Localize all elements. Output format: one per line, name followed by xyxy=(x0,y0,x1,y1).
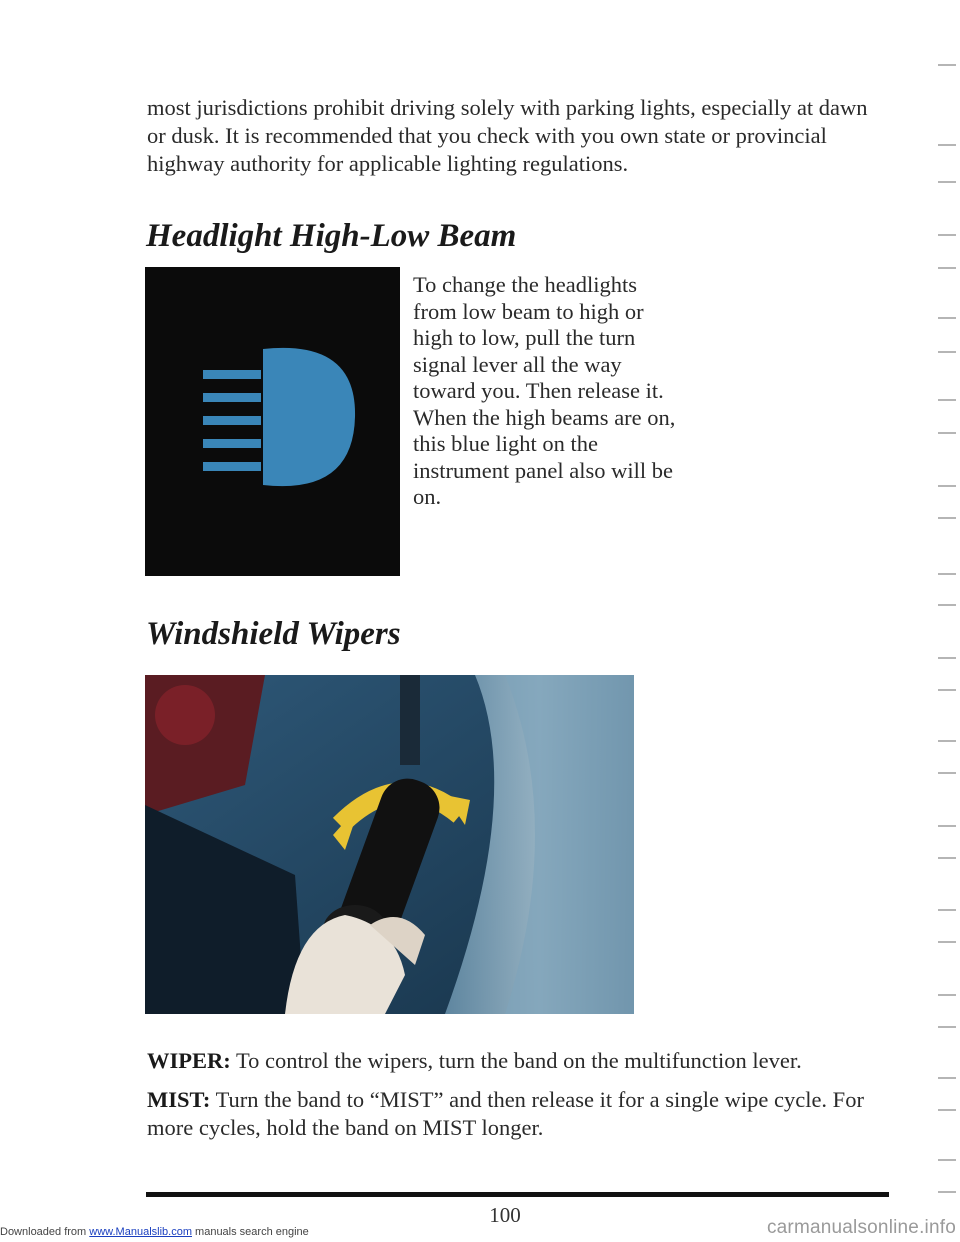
mist-paragraph xyxy=(147,1086,892,1142)
mist-label: MIST: xyxy=(147,1087,211,1112)
footer-prefix: Downloaded from xyxy=(0,1226,90,1238)
high-beam-paragraph: To change the headlights from low beam to high or high to low, pull the turn signal lever all the way toward you. Then release it. When the high beams are on, this blue light on the instrument panel also will be on. xyxy=(413,272,676,509)
intro-paragraph: most jurisdictions prohibit driving solely with parking lights, especially at dawn or dusk. It is recommended that you check with you own state or provincial highway authority for applicable lighting regulations. xyxy=(147,95,868,176)
heading-high-low-beam: Headlight High-Low Beam xyxy=(146,218,517,254)
footer-rule xyxy=(146,1192,889,1197)
page-edge-marks xyxy=(920,0,960,1200)
manualslib-link[interactable]: www.Manualslib.com xyxy=(89,1226,192,1238)
mist-text: Turn the band to “MIST” and then release it for a single wipe cycle. For more cycles, hold the band on MIST longer. xyxy=(147,1087,864,1140)
wiper-text: To control the wipers, turn the band on the multifunction lever. xyxy=(235,1048,802,1073)
download-footer xyxy=(0,1226,309,1238)
footer-suffix: manuals search engine xyxy=(191,1226,309,1238)
wiper-label: WIPER: xyxy=(147,1048,231,1073)
multifunction-lever-photo xyxy=(145,675,634,1014)
heading-windshield-wipers: Windshield Wipers xyxy=(146,616,401,652)
page-number: 100 xyxy=(489,1203,521,1227)
watermark: carmanualsonline.info xyxy=(766,1217,956,1238)
high-beam-indicator-icon xyxy=(145,267,400,576)
high-beam-indicator-image xyxy=(145,267,400,576)
wiper-paragraph xyxy=(147,1047,892,1075)
